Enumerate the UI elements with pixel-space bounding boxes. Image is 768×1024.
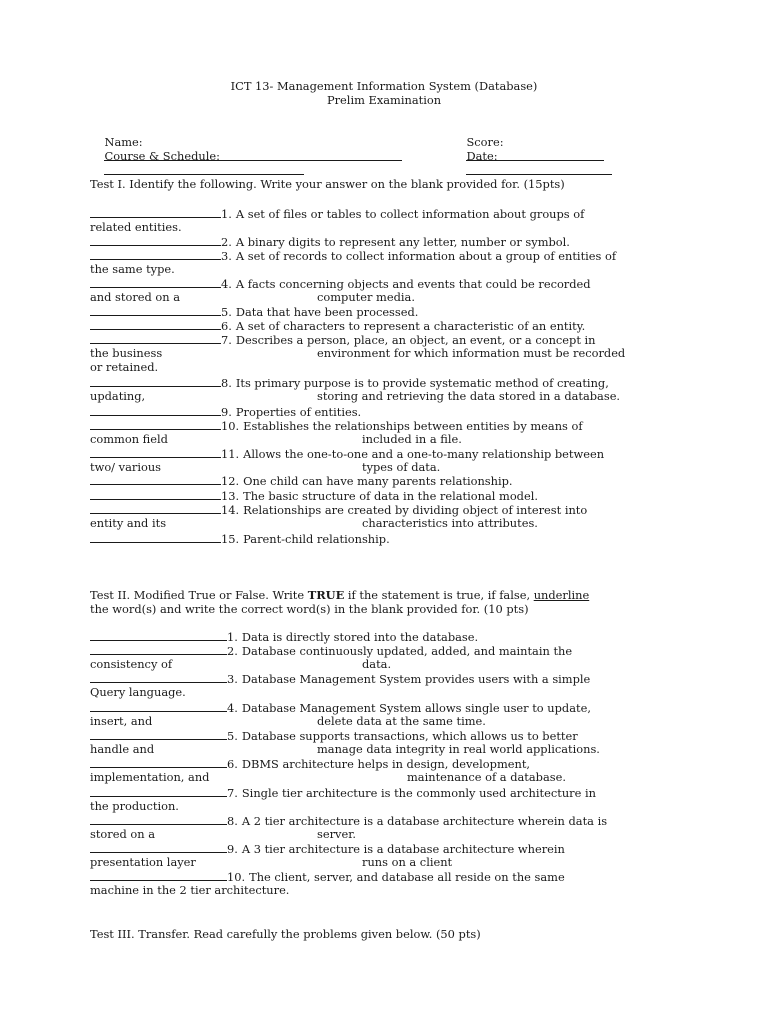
test2-item-7 <box>90 785 596 800</box>
item-text: Database continuously updated, added, and maintain the <box>241 644 573 658</box>
item-text-continued: environment for which information must be recorded <box>317 346 626 360</box>
test2-item-9 <box>90 841 565 856</box>
item-text: Properties of entities. <box>235 405 362 419</box>
answer-blank[interactable] <box>90 756 227 768</box>
item-text: The basic structure of data in the relational model. <box>243 489 538 503</box>
answer-blank[interactable] <box>90 318 221 330</box>
item-number: 8. <box>227 814 238 828</box>
item-text: A set of characters to represent a characteristic of an entity. <box>235 319 586 333</box>
item-text-continued: manage data integrity in real world applications. <box>317 742 600 756</box>
answer-blank[interactable] <box>90 446 221 458</box>
item-number: 10. <box>221 419 240 433</box>
item-number: 1. <box>221 207 232 221</box>
item-text-continued: storing and retrieving the data stored in a database. <box>317 389 621 403</box>
item-text: Single tier architecture is the commonly used architecture in <box>241 786 596 800</box>
answer-blank[interactable] <box>90 276 221 288</box>
item-text-continued: data. <box>362 657 392 671</box>
item-number: 11. <box>221 447 240 461</box>
test2-instruction-text-2: if the statement is true, if false, <box>344 588 534 602</box>
item-text-continued: server. <box>317 827 357 841</box>
item-text-continued: maintenance of a database. <box>407 770 566 784</box>
course-label: Course & Schedule: <box>104 149 220 163</box>
item-text: A set of files or tables to collect information about groups of <box>235 207 585 221</box>
item-text-continued: implementation, and <box>90 770 210 784</box>
item-number: 2. <box>221 235 232 249</box>
answer-blank[interactable] <box>90 488 221 500</box>
test1-item-3 <box>90 248 616 263</box>
answer-blank[interactable] <box>90 629 227 641</box>
answer-blank[interactable] <box>90 248 221 260</box>
test1-item-14 <box>90 502 587 517</box>
item-text-continued: Query language. <box>90 685 186 699</box>
item-number: 2. <box>227 644 238 658</box>
test1-item-11 <box>90 446 604 461</box>
item-number: 5. <box>227 729 238 743</box>
test1-instruction: Test I. Identify the following. Write your answer on the blank provided for. (15pts) <box>90 177 565 191</box>
item-text: One child can have many parents relationship. <box>243 474 513 488</box>
test1-item-4 <box>90 276 591 291</box>
answer-blank[interactable] <box>90 643 227 655</box>
item-text-continued: common field <box>90 432 168 446</box>
item-text-continued: updating, <box>90 389 146 403</box>
item-text: A 2 tier architecture is a database architecture wherein data is <box>241 814 608 828</box>
answer-blank[interactable] <box>90 869 227 881</box>
item-number: 7. <box>227 786 238 800</box>
item-number: 4. <box>227 701 238 715</box>
item-text: Allows the one-to-one and a one-to-many relationship between <box>243 447 605 461</box>
item-text: A facts concerning objects and events that could be recorded <box>235 277 591 291</box>
answer-blank[interactable] <box>90 304 221 316</box>
test2-instruction <box>90 588 589 602</box>
test1-item-9 <box>90 404 361 419</box>
item-text: Database supports transactions, which allows us to better <box>241 729 578 743</box>
answer-blank[interactable] <box>90 671 227 683</box>
item-text-continued: entity and its <box>90 516 167 530</box>
item-text: DBMS architecture helps in design, development, <box>241 757 531 771</box>
item-text: A binary digits to represent any letter, number or symbol. <box>235 235 570 249</box>
item-text-continued: stored on a <box>90 827 155 841</box>
test3-instruction: Test III. Transfer. Read carefully the problems given below. (50 pts) <box>90 927 481 941</box>
item-text-continued: types of data. <box>362 460 441 474</box>
test1-item-5 <box>90 304 418 319</box>
item-text: Data is directly stored into the database. <box>241 630 479 644</box>
test2-item-8 <box>90 813 607 828</box>
test2-item-10 <box>90 869 565 884</box>
item-text: Describes a person, place, an object, an event, or a concept in <box>235 333 596 347</box>
item-text: Data that have been processed. <box>235 305 419 319</box>
item-number: 10. <box>227 870 246 884</box>
item-text-continued: insert, and <box>90 714 153 728</box>
item-number: 1. <box>227 630 238 644</box>
test1-item-15 <box>90 531 390 546</box>
item-text-continued: and stored on a <box>90 290 181 304</box>
item-text-continued: or retained. <box>90 360 159 374</box>
item-text-continued: the same type. <box>90 262 175 276</box>
item-text: Database Management System provides users with a simple <box>241 672 591 686</box>
course-blank[interactable] <box>104 163 304 175</box>
item-number: 13. <box>221 489 240 503</box>
item-text: A set of records to collect information about a group of entities of <box>235 249 617 263</box>
item-text-continued: included in a file. <box>362 432 462 446</box>
date-label: Date: <box>466 149 498 163</box>
item-text-continued: characteristics into attributes. <box>362 516 538 530</box>
item-text: A 3 tier architecture is a database architecture wherein <box>241 842 565 856</box>
test2-item-6 <box>90 756 530 771</box>
answer-blank[interactable] <box>90 502 221 514</box>
item-text-continued: two/ various <box>90 460 161 474</box>
item-number: 3. <box>221 249 232 263</box>
test2-item-2 <box>90 643 572 658</box>
test1-item-2 <box>90 234 570 249</box>
item-text-continued: the business <box>90 346 163 360</box>
item-text-continued: consistency of <box>90 657 173 671</box>
item-text-continued: handle and <box>90 742 155 756</box>
answer-blank[interactable] <box>90 206 221 218</box>
answer-blank[interactable] <box>90 700 227 712</box>
item-number: 6. <box>227 757 238 771</box>
item-number: 12. <box>221 474 240 488</box>
item-text: Database Management System allows single user to update, <box>241 701 591 715</box>
test2-instruction-text: Test II. Modified True or False. Write <box>90 588 308 602</box>
item-number: 9. <box>227 842 238 856</box>
item-text-continued: runs on a client <box>362 855 453 869</box>
test1-item-6 <box>90 318 585 333</box>
test2-item-1 <box>90 629 478 644</box>
item-number: 3. <box>227 672 238 686</box>
answer-blank[interactable] <box>90 234 221 246</box>
item-number: 14. <box>221 503 240 517</box>
test2-instruction-underline: underline <box>533 588 590 602</box>
exam-subtitle: Prelim Examination <box>326 93 442 107</box>
answer-blank[interactable] <box>90 332 221 344</box>
item-text: Parent-child relationship. <box>243 532 390 546</box>
test1-item-13 <box>90 488 538 503</box>
answer-blank[interactable] <box>90 841 227 853</box>
test2-item-3 <box>90 671 590 686</box>
test1-item-10 <box>90 418 583 433</box>
item-text-continued: computer media. <box>317 290 415 304</box>
item-number: 5. <box>221 305 232 319</box>
item-text-continued: presentation layer <box>90 855 196 869</box>
answer-blank[interactable] <box>90 473 221 485</box>
date-blank[interactable] <box>466 163 612 175</box>
test1-item-12 <box>90 473 513 488</box>
item-number: 6. <box>221 319 232 333</box>
answer-blank[interactable] <box>90 813 227 825</box>
answer-blank[interactable] <box>90 418 221 430</box>
name-label: Name: <box>104 135 143 149</box>
item-number: 9. <box>221 405 232 419</box>
test1-item-7 <box>90 332 596 347</box>
test1-item-1 <box>90 206 584 221</box>
test2-instruction-line2: the word(s) and write the correct word(s) in the blank provided for. (10 pts) <box>90 602 529 616</box>
item-text: The client, server, and database all reside on the same <box>249 870 565 884</box>
item-text-continued: the production. <box>90 799 179 813</box>
score-label: Score: <box>466 135 504 149</box>
test2-instruction-true: TRUE <box>307 588 345 602</box>
item-text: Establishes the relationships between entities by means of <box>243 419 583 433</box>
answer-blank[interactable] <box>90 404 221 416</box>
test2-item-4 <box>90 700 591 715</box>
item-number: 15. <box>221 532 240 546</box>
answer-blank[interactable] <box>90 728 227 740</box>
answer-blank[interactable] <box>90 375 221 387</box>
test2-item-5 <box>90 728 578 743</box>
item-text-continued: delete data at the same time. <box>317 714 486 728</box>
item-text: Relationships are created by dividing object of interest into <box>243 503 588 517</box>
item-text: Its primary purpose is to provide systematic method of creating, <box>235 376 609 390</box>
item-number: 4. <box>221 277 232 291</box>
exam-title: ICT 13- Management Information System (Database) <box>230 79 538 93</box>
item-text-continued: related entities. <box>90 220 182 234</box>
item-number: 7. <box>221 333 232 347</box>
item-number: 8. <box>221 376 232 390</box>
item-text-continued: machine in the 2 tier architecture. <box>90 883 290 897</box>
test1-item-8 <box>90 375 609 390</box>
answer-blank[interactable] <box>90 531 221 543</box>
answer-blank[interactable] <box>90 785 227 797</box>
